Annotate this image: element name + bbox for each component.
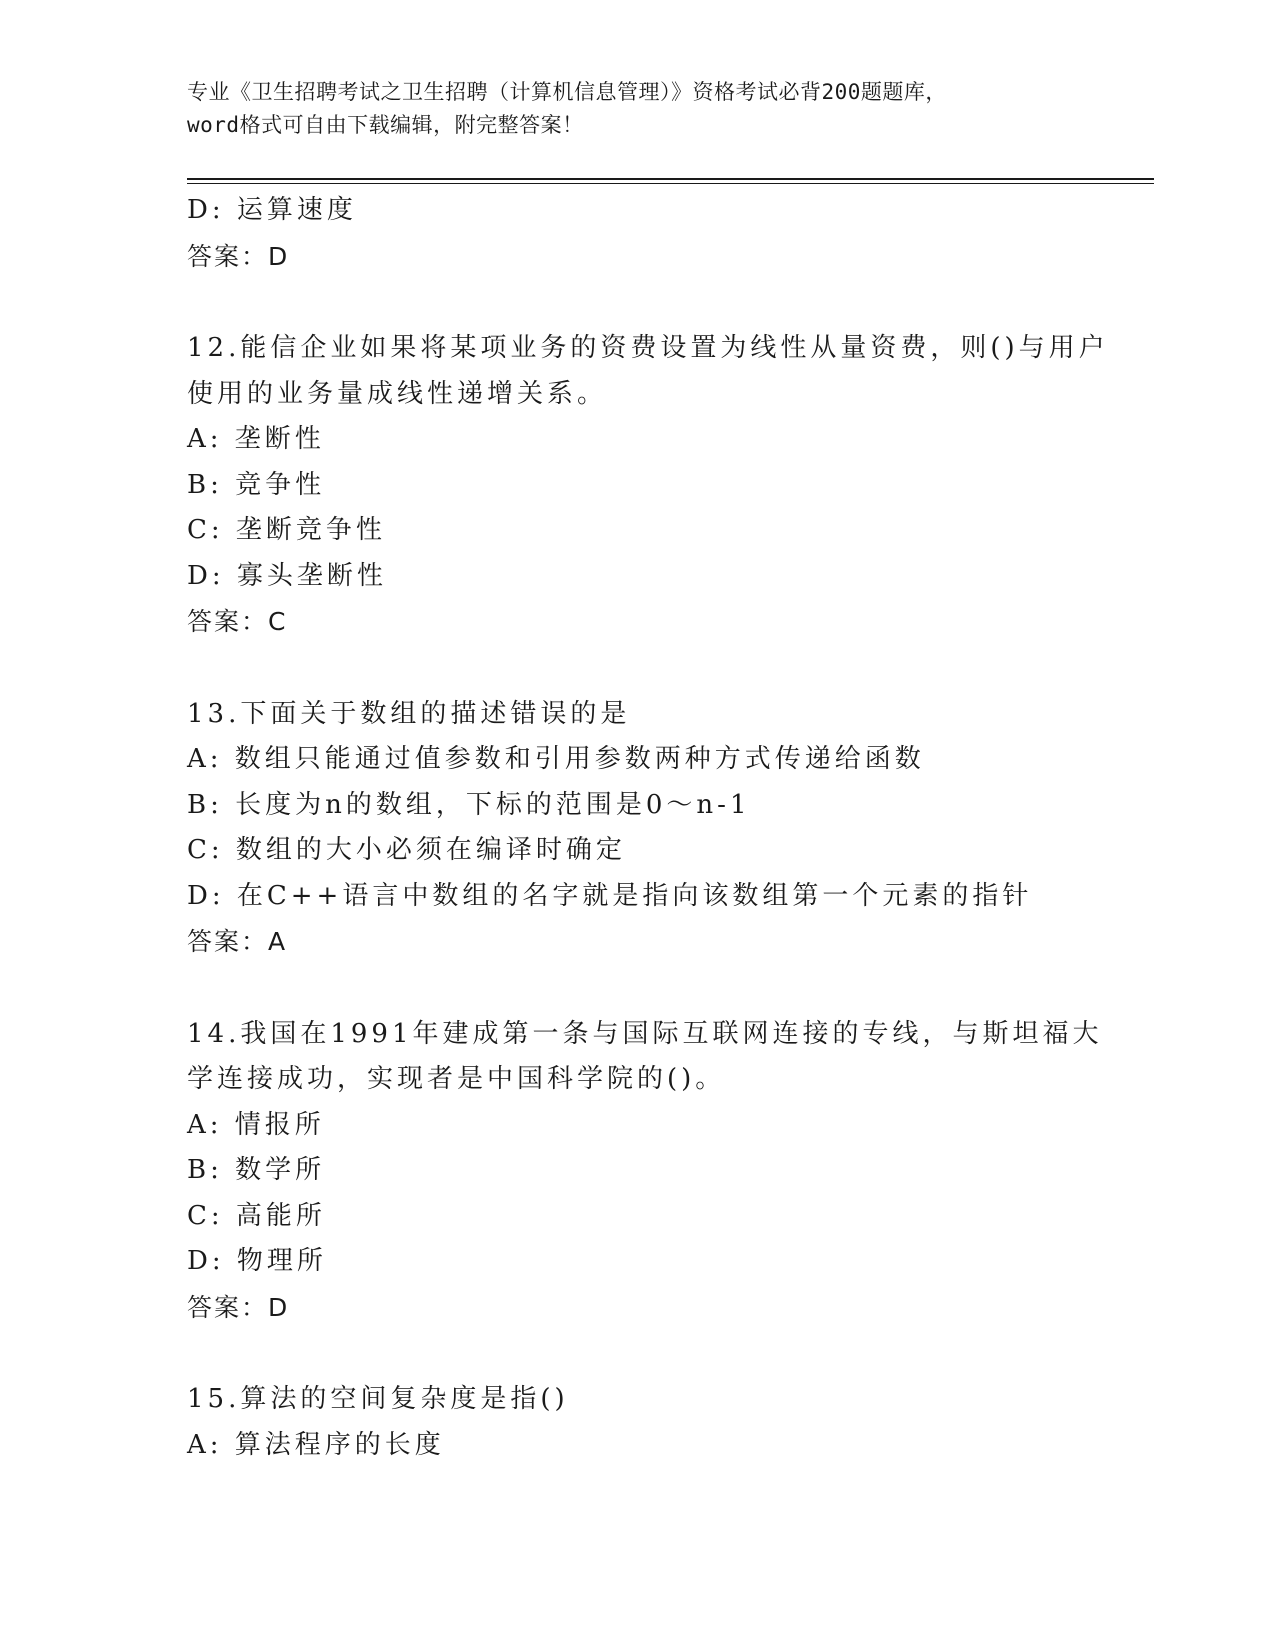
option-d: D: 物理所 [187, 1246, 327, 1276]
question-content [187, 188, 1147, 1468]
option-c: C: 数组的大小必须在编译时确定 [187, 835, 626, 865]
document-header [187, 76, 1087, 142]
question-stem-line: 14.我国在1991年建成第一条与国际互联网连接的专线，与斯坦福大 [187, 1018, 1103, 1049]
question-14 [187, 1012, 1147, 1331]
option-d: D: 寡头垄断性 [187, 560, 387, 591]
option-d: D: 在C++语言中数组的名字就是指向该数组第一个元素的指针 [187, 880, 1033, 911]
question-13 [187, 692, 1147, 965]
option-a: A: 情报所 [187, 1109, 325, 1140]
question-stem-line: 学连接成功，实现者是中国科学院的()。 [187, 1064, 726, 1094]
answer-line: 答案：D [187, 1292, 290, 1322]
option-a: A: 垄断性 [187, 424, 325, 454]
answer-line: 答案：D [187, 241, 290, 271]
header-divider-thick [187, 178, 1154, 180]
option-d: D: 运算速度 [187, 195, 357, 225]
option-b: B: 数学所 [187, 1155, 326, 1185]
question-stem-line: 13.下面关于数组的描述错误的是 [187, 698, 631, 729]
header-line-1: 专业《卫生招聘考试之卫生招聘（计算机信息管理）》资格考试必背200题题库， [187, 80, 947, 104]
question-stem-line: 15.算法的空间复杂度是指() [187, 1384, 569, 1414]
option-b: B: 竞争性 [187, 469, 326, 500]
header-line-2: word格式可自由下载编辑，附完整答案！ [187, 113, 584, 137]
answer-line: 答案：A [187, 927, 288, 956]
header-divider-thin [187, 183, 1154, 184]
question-12 [187, 326, 1147, 645]
answer-line: 答案：C [187, 607, 288, 636]
option-a: A: 数组只能通过值参数和引用参数两种方式传递给函数 [187, 744, 925, 774]
question-15 [187, 1377, 1147, 1468]
question-stem-line: 使用的业务量成线性递增关系。 [187, 378, 608, 409]
option-c: C: 高能所 [187, 1200, 326, 1231]
option-c: C: 垄断竞争性 [187, 515, 386, 545]
option-a: A: 算法程序的长度 [187, 1429, 445, 1460]
question-stem-line: 12.能信企业如果将某项业务的资费设置为线性从量资费，则()与用户 [187, 333, 1109, 363]
option-b: B: 长度为n的数组，下标的范围是0～n-1 [187, 789, 751, 820]
